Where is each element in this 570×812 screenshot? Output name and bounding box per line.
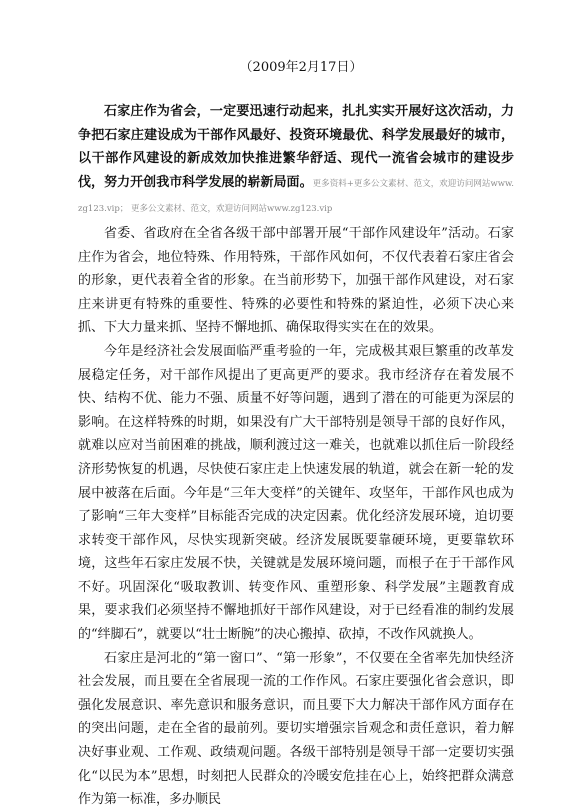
paragraph-2: 省委、省政府在全省各级干部中部署开展“干部作风建设年”活动。石家庄作为省会，地位特殊、作用特殊，干部作风如何，不仅代表着石家庄省会的形象，更代表着全省的形象。在当前形势下，加强干部作风建设，对石家庄来讲更有特殊的重要性、特殊的必要性和特殊的紧迫性，必须下决心来抓、下大力量来抓、坚持不懈地抓、确保取得实实在在的效果。 bbox=[78, 225, 514, 336]
paragraph-4: 石家庄是河北的“第一窗口”、“第一形象”，不仅要在全省率先加快经济社会发展，而且要在全省展现一流的工作作风。石家庄要强化省会意识，即强化发展意识、率先意识和服务意识，而且要下大力解决干部作风方面存在的突出问题，走在全省的最前列。要切实增强宗旨观念和责任意识，着力解决好事业观、工作观、政绩观问题。各级干部特别是领导干部一定要切实强化“以民为本”思想，时刻把人民群众的冷暖安危挂在心上，始终把群众满意作为第一标准，多办顺民 bbox=[78, 650, 514, 808]
document-date: （2009年2月17日） bbox=[239, 60, 363, 75]
paragraph-1 bbox=[78, 100, 514, 222]
paragraph-1-text: 石家庄作为省会，一定要迅速行动起来，扎扎实实开展好这次活动，力争把石家庄建设成为干部作风最好、投资环境最优、科学发展最好的城市，以干部作风建设的新成效加快推进繁华舒适、现代一流省会城市的建设步伐，努力开创我市科学发展的崭新局面。 bbox=[78, 104, 514, 190]
watermark-text: 更多资料+更多公文素材、范文，欢迎访问网站www.zg123.vip； 更多公文素材、范文，欢迎访问网站www.zg123.vip bbox=[78, 178, 514, 215]
paragraph-3: 今年是经济社会发展面临严重考验的一年，完成极其艰巨繁重的改革发展稳定任务，对干部作风提出了更高更严的要求。我市经济存在着发展不快、结构不优、能力不强、质量不好等问题，遇到了潜在的可能更为深层的影响。在这样特殊的时期，如果没有广大干部特别是领导干部的良好作风，就难以应对当前困难的挑战，顺利渡过这一难关，也就难以抓住后一阶段经济形势恢复的机遇，尽快使石家庄走上快速发展的轨道，就会在新一轮的发展中被落在后面。今年是“三年大变样”的关键年、攻坚年，干部作风也成为了影响“三年大变样”目标能否完成的决定因素。优化经济发展环境，迫切要求转变干部作风，尽快实现新突破。经济发展既要靠硬环境，更要靠软环境，这些年石家庄发展不快，关键就是发展环境问题，而根子在于干部作风不好。巩固深化“吸取教训、转变作风、重塑形象、科学发展”主题教育成果，要求我们必须坚持不懈地抓好干部作风建设，对于已经看准的制约发展的“绊脚石”，就要以“壮士断腕”的决心搬掉、砍掉，不改作风就换人。 bbox=[78, 343, 514, 643]
